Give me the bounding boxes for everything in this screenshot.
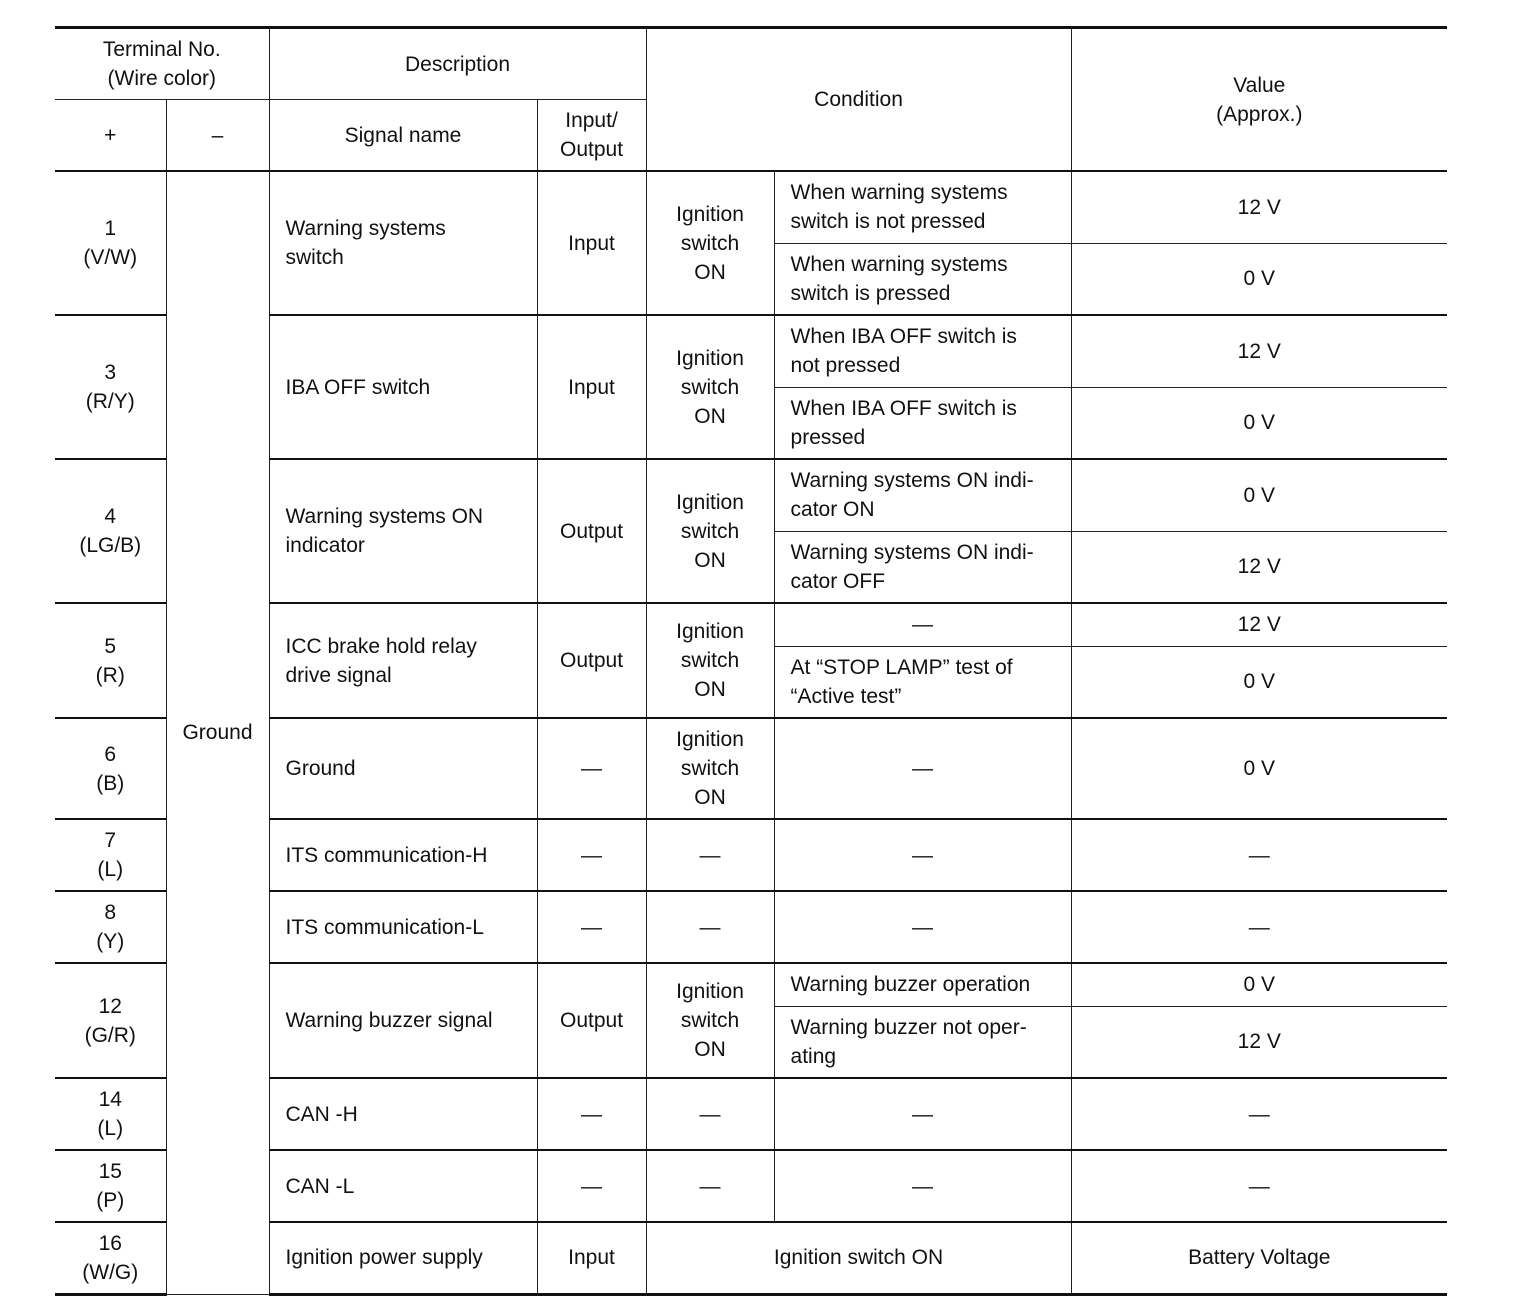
value-cell: — — [1071, 1078, 1447, 1150]
value-cell: 0 V — [1071, 387, 1447, 459]
terminal-4: 4 (LG/B) — [55, 459, 166, 603]
condition-main: Ignition switch ON — [646, 718, 774, 819]
ground-terminal: Ground — [166, 171, 269, 1294]
condition-sub: — — [774, 1078, 1071, 1150]
condition-main: Ignition switch ON — [646, 315, 774, 459]
io-type: — — [537, 891, 646, 963]
terminal-15: 15 (P) — [55, 1150, 166, 1222]
io-type: Input — [537, 315, 646, 459]
value-cell: 12 V — [1071, 603, 1447, 646]
terminal-6: 6 (B) — [55, 718, 166, 819]
value-cell: 12 V — [1071, 171, 1447, 243]
io-type: Input — [537, 1222, 646, 1294]
header-minus: – — [166, 100, 269, 172]
terminal-spec-table — [55, 26, 1447, 1296]
signal-name: Warning buzzer signal — [269, 963, 537, 1078]
signal-name: Warning systems switch — [269, 171, 537, 315]
terminal-16: 16 (W/G) — [55, 1222, 166, 1294]
condition-sub: When warning systems switch is not pressed — [774, 171, 1071, 243]
condition-full: Ignition switch ON — [646, 1222, 1071, 1294]
condition-sub: Warning systems ON indi- cator OFF — [774, 531, 1071, 603]
value-cell: Battery Voltage — [1071, 1222, 1447, 1294]
condition-sub: Warning buzzer operation — [774, 963, 1071, 1006]
terminal-8: 8 (Y) — [55, 891, 166, 963]
terminal-5: 5 (R) — [55, 603, 166, 718]
condition-sub: When warning systems switch is pressed — [774, 243, 1071, 315]
condition-main: Ignition switch ON — [646, 603, 774, 718]
signal-name: ICC brake hold relay drive signal — [269, 603, 537, 718]
value-cell: 12 V — [1071, 315, 1447, 387]
signal-name: CAN -L — [269, 1150, 537, 1222]
value-cell: — — [1071, 819, 1447, 891]
condition-main: Ignition switch ON — [646, 171, 774, 315]
condition-main: — — [646, 819, 774, 891]
condition-sub: When IBA OFF switch is pressed — [774, 387, 1071, 459]
value-cell: 12 V — [1071, 1006, 1447, 1078]
header-io: Input/ Output — [537, 100, 646, 172]
condition-main: — — [646, 1150, 774, 1222]
terminal-7: 7 (L) — [55, 819, 166, 891]
header-signal-name: Signal name — [269, 100, 537, 172]
condition-sub: — — [774, 718, 1071, 819]
signal-name: ITS communication-H — [269, 819, 537, 891]
value-cell: — — [1071, 1150, 1447, 1222]
condition-sub: — — [774, 603, 1071, 646]
condition-sub: — — [774, 819, 1071, 891]
io-type: Output — [537, 459, 646, 603]
terminal-14: 14 (L) — [55, 1078, 166, 1150]
value-cell: 0 V — [1071, 459, 1447, 531]
io-type: Input — [537, 171, 646, 315]
header-condition: Condition — [646, 28, 1071, 172]
value-cell: — — [1071, 891, 1447, 963]
condition-main: — — [646, 1078, 774, 1150]
value-cell: 0 V — [1071, 243, 1447, 315]
io-type: — — [537, 819, 646, 891]
signal-name: Warning systems ON indicator — [269, 459, 537, 603]
condition-sub: Warning buzzer not oper- ating — [774, 1006, 1071, 1078]
value-cell: 12 V — [1071, 531, 1447, 603]
terminal-1: 1 (V/W) — [55, 171, 166, 315]
signal-name: IBA OFF switch — [269, 315, 537, 459]
value-cell: 0 V — [1071, 718, 1447, 819]
header-value: Value (Approx.) — [1071, 28, 1447, 172]
header-description: Description — [269, 28, 646, 100]
header-terminal: Terminal No. (Wire color) — [55, 28, 269, 100]
io-type: Output — [537, 603, 646, 718]
condition-sub: Warning systems ON indi- cator ON — [774, 459, 1071, 531]
condition-main: — — [646, 891, 774, 963]
condition-sub: At “STOP LAMP” test of “Active test” — [774, 646, 1071, 718]
condition-main: Ignition switch ON — [646, 963, 774, 1078]
condition-sub: — — [774, 1150, 1071, 1222]
header-plus: + — [55, 100, 166, 172]
value-cell: 0 V — [1071, 646, 1447, 718]
io-type: — — [537, 1078, 646, 1150]
signal-name: ITS communication-L — [269, 891, 537, 963]
io-type: — — [537, 1150, 646, 1222]
terminal-12: 12 (G/R) — [55, 963, 166, 1078]
condition-sub: When IBA OFF switch is not pressed — [774, 315, 1071, 387]
io-type: — — [537, 718, 646, 819]
signal-name: Ignition power supply — [269, 1222, 537, 1294]
terminal-3: 3 (R/Y) — [55, 315, 166, 459]
signal-name: Ground — [269, 718, 537, 819]
io-type: Output — [537, 963, 646, 1078]
condition-main: Ignition switch ON — [646, 459, 774, 603]
value-cell: 0 V — [1071, 963, 1447, 1006]
signal-name: CAN -H — [269, 1078, 537, 1150]
condition-sub: — — [774, 891, 1071, 963]
